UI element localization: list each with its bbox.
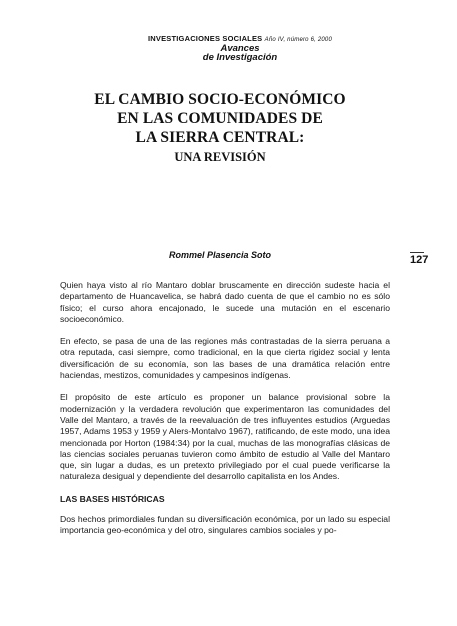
body-paragraph-2: En efecto, se pasa de una de las regiones más contrastadas de la sierra peruana a otra reputada, casi siempre, como tradicional, en la que cierta rigidez social y lenta diversificación de su economía, son las bases de una dramática relación entre haciendas, mestizos, comunidades y campesinos indígenas. bbox=[60, 336, 390, 381]
body-paragraph-1: Quien haya visto al río Mantaro doblar bruscamente en dirección sudeste hacia el departamento de Huancavelica, se habrá dado cuenta de que el cambio no es sólo físico; el curso ahora encajonado, le sucede una mutación en el escenario socioeconómico. bbox=[60, 280, 390, 324]
journal-section-line2: de Investigación bbox=[202, 52, 278, 63]
article-author: Rommel Plasencia Soto bbox=[168, 250, 272, 260]
body-paragraph-3: El propósito de este artículo es proponer un balance provisional sobre la modernización y la verdadera revolución que experimentaron las comunidades del Valle del Mantaro, a través de la reevaluación de tres influyentes estudios (Arguedas 1957, Adams 1953 y 1959 y Alers-Montalvo 1967), ratificando, de este modo, una idea mencionada por Horton (1984:34) por la cual, muchas de las monografías clásicas de las ciencias sociales peruanas tuvieron como ámbito de estudio al Valle del Mantaro que, sin lugar a dudas, es un pretexto privilegiado por el cual puede verificarse la naturaleza desigual y dependiente del desarrollo capitalista en los Andes. bbox=[60, 392, 390, 482]
journal-name: INVESTIGACIONES SOCIALES bbox=[147, 34, 263, 43]
page-number: 127 bbox=[410, 254, 429, 266]
page-number-rule bbox=[410, 252, 424, 253]
journal-volume: Año IV, número 6, 2000 bbox=[264, 37, 333, 43]
body-paragraph-4: Dos hechos primordiales fundan su diversificación económica, por un lado su especial importancia geo-económica y del otro, singulares cambios sociales y po- bbox=[60, 514, 390, 536]
article-subtitle: UNA REVISIÓN bbox=[174, 150, 266, 164]
title-line-1: EL CAMBIO SOCIO-ECONÓMICO bbox=[94, 91, 346, 108]
journal-section-line1: Avances bbox=[220, 43, 260, 54]
title-line-3: LA SIERRA CENTRAL: bbox=[135, 129, 305, 146]
journal-header bbox=[140, 34, 340, 62]
title-line-2: EN LAS COMUNIDADES DE bbox=[117, 110, 323, 127]
article-title bbox=[40, 90, 400, 147]
article-body bbox=[60, 280, 390, 548]
journal-name-line bbox=[140, 34, 340, 43]
section-heading: LAS BASES HISTÓRICAS bbox=[60, 493, 165, 504]
